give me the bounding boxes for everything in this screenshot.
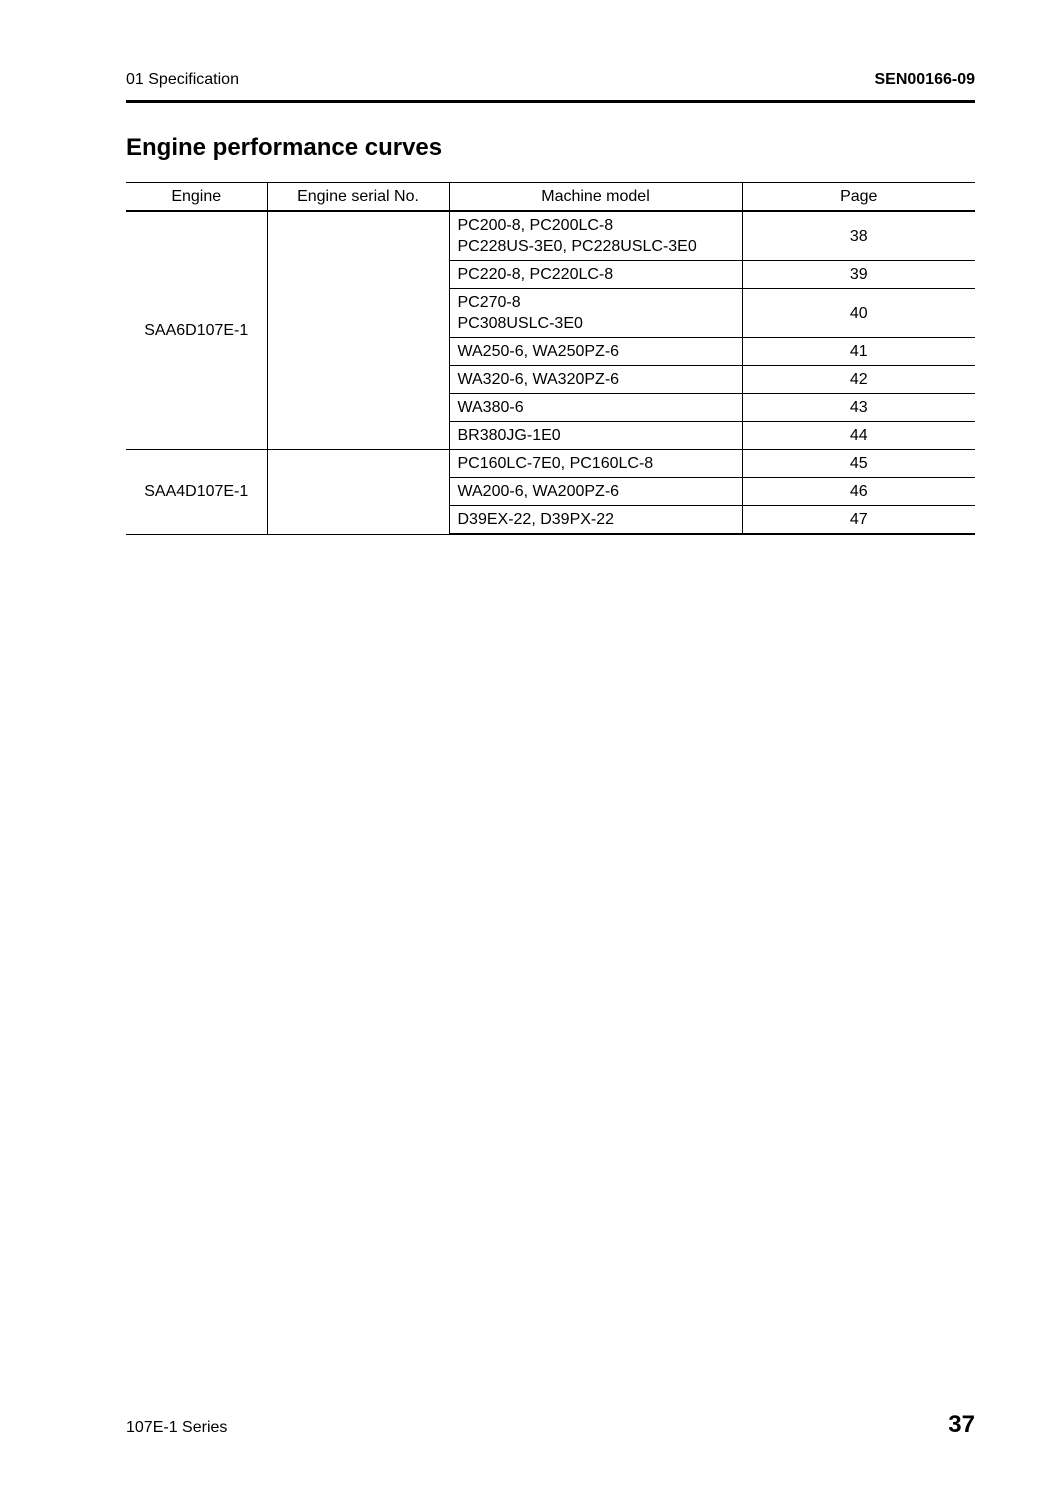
column-header-page: Page xyxy=(742,183,975,212)
page-cell: 38 xyxy=(742,211,975,261)
page-cell: 47 xyxy=(742,506,975,535)
page-cell: 46 xyxy=(742,478,975,506)
machine-model-line: WA250-6, WA250PZ-6 xyxy=(457,343,620,360)
machine-model-cell xyxy=(449,211,742,261)
machine-model-cell xyxy=(449,261,742,289)
machine-model-cell xyxy=(449,422,742,450)
machine-model-line: WA320-6, WA320PZ-6 xyxy=(457,371,620,388)
engine-serial-cell xyxy=(267,450,449,535)
machine-model-line: WA380-6 xyxy=(457,399,524,416)
table-header-row xyxy=(126,183,975,212)
machine-model-line: D39EX-22, D39PX-22 xyxy=(457,511,615,528)
table-body xyxy=(126,211,975,534)
machine-model-cell xyxy=(449,289,742,338)
footer-page-number: 37 xyxy=(948,1411,975,1438)
machine-model-line: PC200-8, PC200LC-8 xyxy=(457,217,614,234)
machine-model-cell xyxy=(449,506,742,535)
section-label: 01 Specification xyxy=(126,71,239,88)
machine-model-cell xyxy=(449,366,742,394)
document-code: SEN00166-09 xyxy=(874,71,975,88)
engine-cell: SAA4D107E-1 xyxy=(126,450,267,535)
page-cell: 43 xyxy=(742,394,975,422)
page-cell: 45 xyxy=(742,450,975,478)
machine-model-line: WA200-6, WA200PZ-6 xyxy=(457,483,620,500)
machine-model-line: BR380JG-1E0 xyxy=(457,427,561,444)
page-cell: 42 xyxy=(742,366,975,394)
engine-curves-table xyxy=(126,182,975,535)
page-cell: 41 xyxy=(742,338,975,366)
machine-model-cell xyxy=(449,478,742,506)
machine-model-line: PC160LC-7E0, PC160LC-8 xyxy=(457,455,654,472)
machine-model-cell xyxy=(449,394,742,422)
machine-model-line: PC220-8, PC220LC-8 xyxy=(457,266,614,283)
page-header xyxy=(126,68,975,103)
page-cell: 39 xyxy=(742,261,975,289)
machine-model-cell xyxy=(449,450,742,478)
page-cell: 40 xyxy=(742,289,975,338)
machine-model-cell xyxy=(449,338,742,366)
page-cell: 44 xyxy=(742,422,975,450)
engine-serial-cell xyxy=(267,211,449,450)
column-header-machine-model: Machine model xyxy=(449,183,742,212)
machine-model-line: PC228US-3E0, PC228USLC-3E0 xyxy=(457,238,697,255)
table-row xyxy=(126,211,975,261)
column-header-engine: Engine xyxy=(126,183,267,212)
page-title: Engine performance curves xyxy=(126,134,443,161)
table-row xyxy=(126,450,975,478)
engine-cell: SAA6D107E-1 xyxy=(126,211,267,450)
machine-model-line: PC308USLC-3E0 xyxy=(457,315,583,332)
machine-model-line: PC270-8 xyxy=(457,294,521,311)
column-header-serial: Engine serial No. xyxy=(267,183,449,212)
footer-series: 107E-1 Series xyxy=(126,1419,228,1436)
